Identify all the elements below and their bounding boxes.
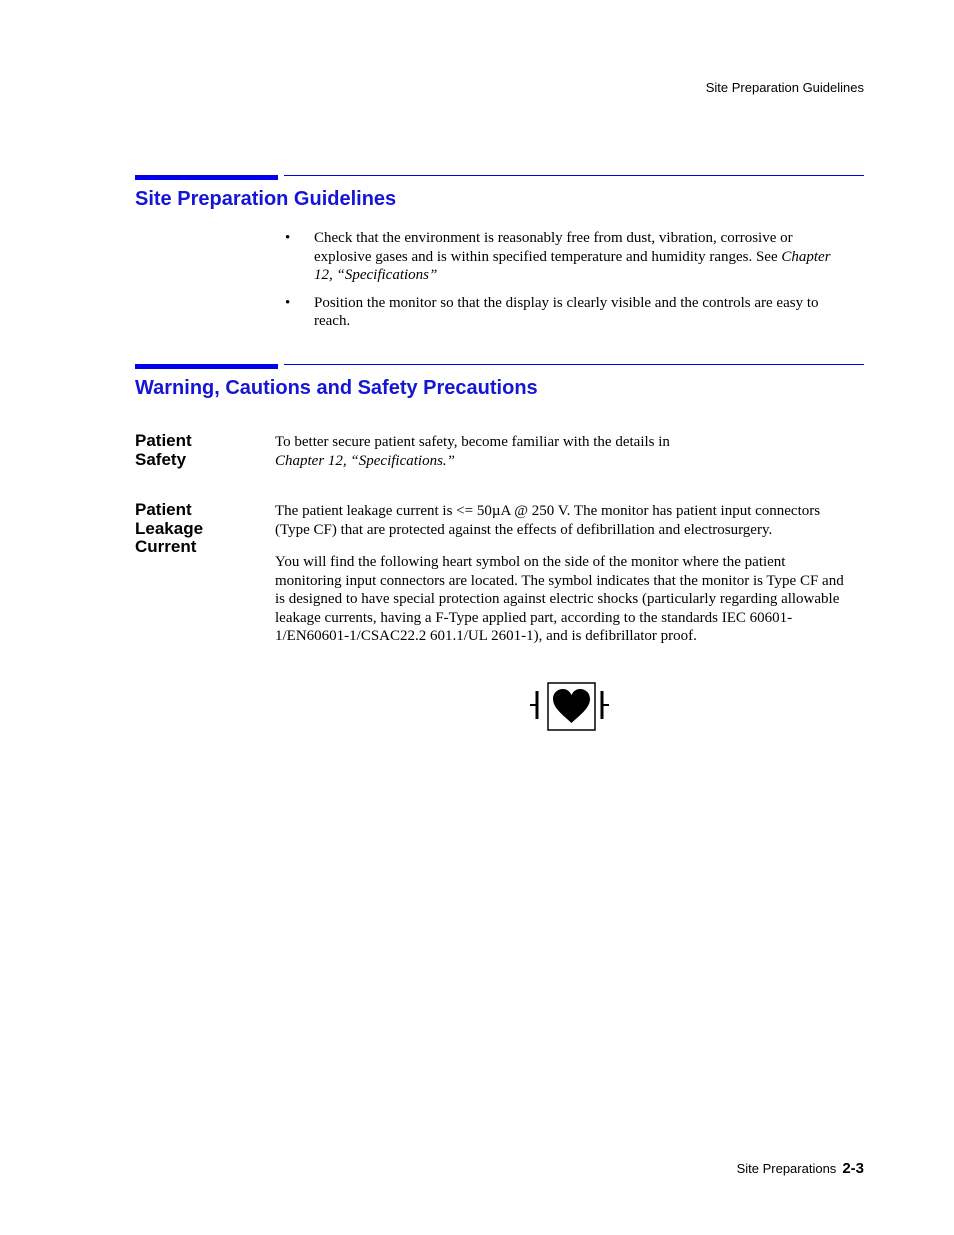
- section-rule-thick: [135, 364, 278, 369]
- page-number: 2-3: [842, 1160, 864, 1177]
- section-rule-thin: [284, 364, 864, 365]
- bullet-text: Check that the environment is reasonably free from dust, vibration, corrosive or explosive gases and is within specified temperature and humidity ranges. See: [314, 230, 793, 265]
- subheading-line: Patient: [135, 431, 192, 450]
- section-title-site-preparation: Site Preparation Guidelines: [135, 188, 397, 210]
- subheading-line: Safety: [135, 449, 187, 469]
- patient-safety-text: [275, 433, 850, 470]
- bullet-text: Position the monitor so that the display is clearly visible and the controls are easy to reach.: [314, 294, 819, 330]
- running-header: Site Preparation Guidelines: [705, 80, 864, 95]
- type-cf-defibrillation-proof-heart-icon: [530, 682, 612, 732]
- subheading-patient-safety: [135, 432, 192, 469]
- bullet-marker: •: [285, 230, 291, 246]
- subheading-line: Current: [135, 537, 197, 557]
- subheading-line: Leakage: [135, 518, 204, 538]
- bullet-list: [285, 229, 845, 331]
- subheading-line: Patient: [135, 500, 192, 519]
- bullet-marker: •: [285, 294, 291, 311]
- patient-safety-sentence: To better secure patient safety, become familiar with the details in: [275, 434, 670, 450]
- section-title-warnings: Warning, Cautions and Safety Precautions: [135, 377, 538, 399]
- leakage-paragraph-2: You will find the following heart symbol on the side of the monitor where the patient monitoring input connectors are located. The symbol indicates that the monitor is Type CF and is designed to have special protection against electric shocks (particularly regarding allowable leakage currents, having a F-Type applied part, according to the standards IEC 60601-1/EN60601-1/CSAC22.2 601.1/UL 2601-1), and is defibrillator proof.: [275, 554, 844, 645]
- page-footer: [737, 1160, 864, 1177]
- footer-chapter: Site Preparations: [736, 1161, 837, 1176]
- section-rule-thin: [284, 175, 864, 176]
- section-rule-thick: [135, 175, 278, 180]
- chapter-reference: Chapter 12, “Specifications”: [314, 248, 831, 284]
- leakage-paragraph-1: The patient leakage current is <= 50µA @ 250 V. The monitor has patient input connectors (Type CF) that are protected against the effects of defibrillation and electrosurgery.: [275, 503, 821, 538]
- list-item: [285, 229, 845, 285]
- list-item: [285, 294, 845, 331]
- chapter-reference: Chapter 12, “Specifications.”: [275, 452, 455, 469]
- subheading-patient-leakage-current: [135, 501, 203, 557]
